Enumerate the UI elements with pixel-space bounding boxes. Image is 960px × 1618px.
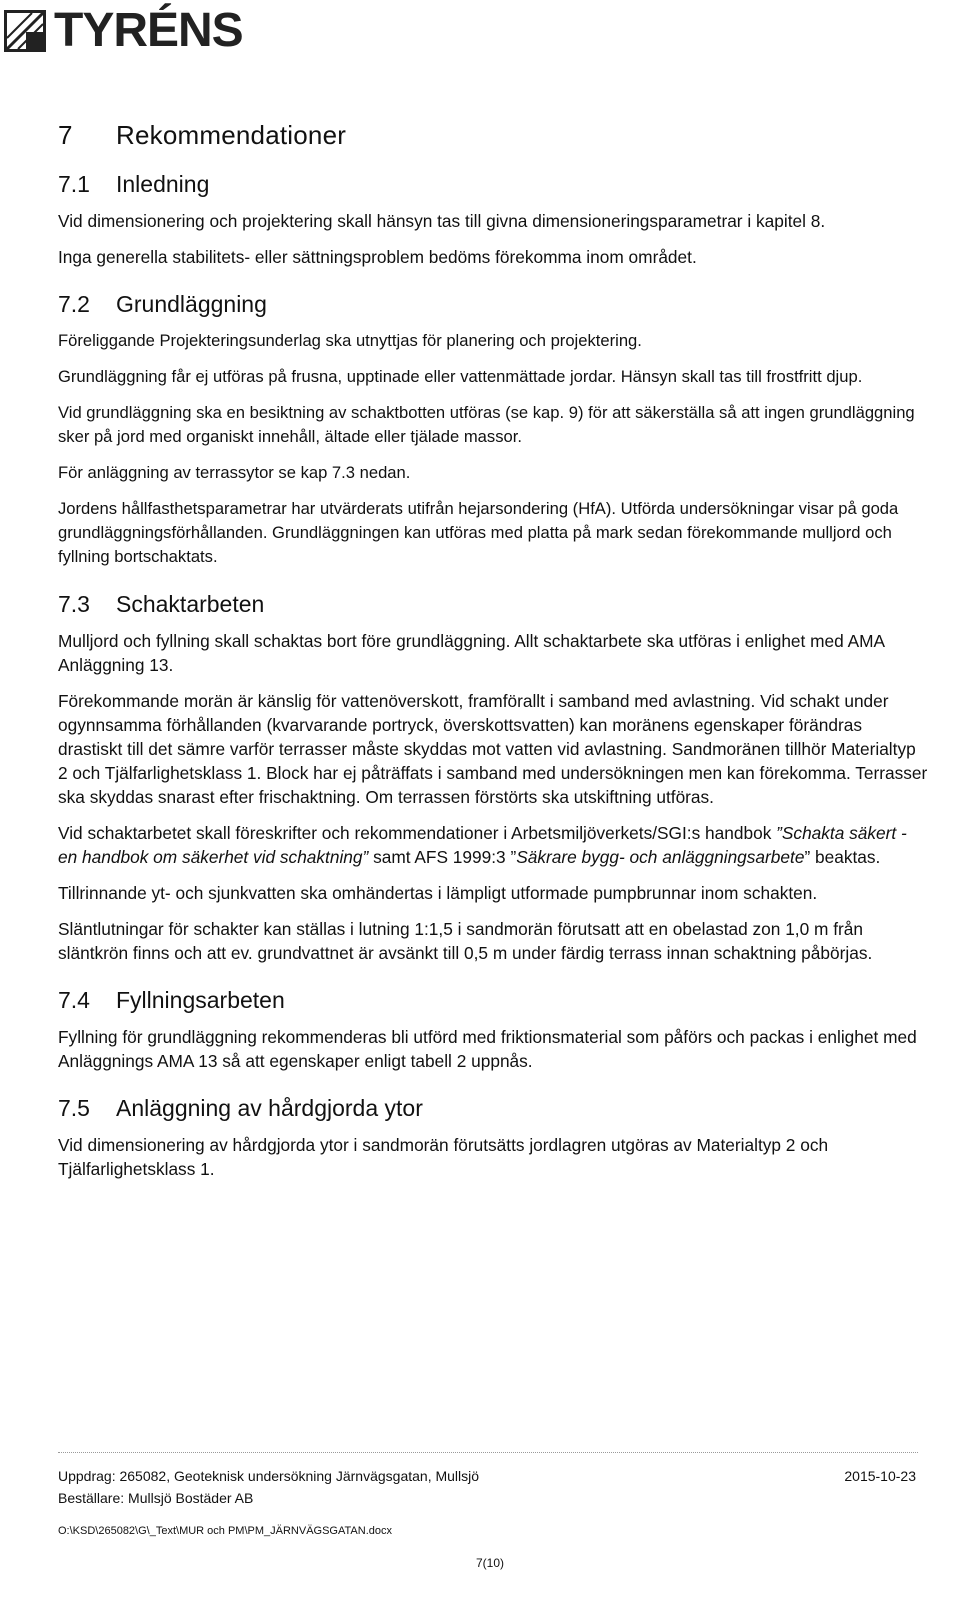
- section-number: 7.2: [58, 291, 90, 317]
- paragraph: För anläggning av terrassytor se kap 7.3 nedan.: [58, 463, 411, 482]
- text-run: samt AFS 1999:3 ”: [368, 847, 517, 867]
- section-heading: [58, 987, 928, 1014]
- header: [0, 4, 243, 57]
- page-number: 7(10): [476, 1556, 505, 1570]
- section-title: Grundläggning: [116, 291, 267, 317]
- section-heading: [58, 291, 928, 318]
- section-number: 7.5: [58, 1095, 90, 1121]
- section-number: 7.4: [58, 987, 90, 1013]
- chapter-title: Rekommendationer: [116, 120, 347, 150]
- footer-row: [58, 1490, 916, 1506]
- paragraph: Inga generella stabilitets- eller sättningsproblem bedöms förekomma inom området.: [58, 247, 697, 267]
- paragraph: Tillrinnande yt- och sjunkvatten ska omhändertas i lämpligt utformade pumpbrunnar inom schakten.: [58, 883, 818, 903]
- text-run: ” beaktas.: [804, 847, 881, 867]
- paragraph: Vid dimensionering och projektering skall hänsyn tas till givna dimensioneringsparametrar i kapitel 8.: [58, 211, 826, 231]
- section-heading: [58, 171, 928, 198]
- paragraph: Grundläggning får ej utföras på frusna, upptinade eller vattenmättade jordar. Hänsyn skall tas till frostfritt djup.: [58, 367, 863, 386]
- paragraph: Föreliggande Projekteringsunderlag ska utnyttjas för planering och projektering.: [58, 331, 642, 350]
- tyrens-logo-icon: [4, 10, 46, 52]
- paragraph: Vid dimensionering av hårdgjorda ytor i sandmorän förutsätts jordlagren utgöras av Materialtyp 2 och Tjälfarlighetsklass 1.: [58, 1135, 829, 1179]
- section-heading: [58, 1095, 928, 1122]
- footer-assignment: Uppdrag: 265082, Geoteknisk undersökning Järnvägsgatan, Mullsjö: [58, 1468, 480, 1484]
- paragraph: Fyllning för grundläggning rekommenderas bli utförd med friktionsmaterial som påförs och packas i enlighet med Anläggnings AMA 13 så att egenskaper enligt tabell 2 uppnås.: [58, 1027, 917, 1071]
- paragraph: [58, 821, 928, 869]
- section-title: Fyllningsarbeten: [116, 987, 285, 1013]
- section-title: Inledning: [116, 171, 210, 197]
- section-title: Schaktarbeten: [116, 591, 265, 617]
- paragraph: Vid grundläggning ska en besiktning av schaktbotten utföras (se kap. 9) för att säkerställa så att ingen grundläggning sker på jord med organiskt innehåll, ältade eller tjälade massor.: [58, 403, 915, 446]
- document-body: [58, 120, 928, 1193]
- footer-file-path: O:\KSD\265082\G\_Text\MUR och PM\PM_JÄRNVÄGSGATAN.docx: [58, 1525, 392, 1537]
- section-number: 7.3: [58, 591, 90, 617]
- section-title: Anläggning av hårdgjorda ytor: [116, 1095, 423, 1121]
- paragraph: Jordens hållfasthetsparametrar har utvärderats utifrån hejarsondering (HfA). Utförda undersökningar visar på goda grundläggningsförhållanden. Grundläggningen kan utföras med platta på mark sedan förekommande mulljord och fyllning bortschaktats.: [58, 499, 899, 566]
- italic-text-run: Säkrare bygg- och anläggningsarbete: [516, 847, 805, 867]
- footer-client: Beställare: Mullsjö Bostäder AB: [58, 1490, 254, 1506]
- footer-divider: [58, 1452, 918, 1453]
- chapter-number: 7: [58, 120, 73, 150]
- paragraph: Förekommande morän är känslig för vattenöverskott, framförallt i samband med avlastning. Vid schakt under ogynnsamma förhållanden (kvarvarande portryck, överskottsvatten) kan moränens egenskaper förändras drastiskt till det sämre varför terrasser måste skyddas mot vatten vid avlastning. Sandmoränen tillhör Materialtyp 2 och Tjälfarlighetsklass 1. Block har ej påträffats i samband med undersökningen men kan förekomma. Terrasser ska skyddas snarast efter frischaktning. Om terrassen förstörts ska utskiftning utföras.: [58, 691, 928, 807]
- footer-row: [58, 1468, 916, 1484]
- paragraph: Släntlutningar för schakter kan ställas i lutning 1:1,5 i sandmorän förutsatt att en obelastad zon 1,0 m från släntkrön finns och att ev. grundvattnet är avsänkt till 0,5 m under färdig terrass innan schaktning påbörjas.: [58, 919, 873, 963]
- footer-date: 2015-10-23: [844, 1468, 916, 1484]
- text-run: Vid schaktarbetet skall föreskrifter och rekommendationer i Arbetsmiljöverkets/SGI:s handbok: [58, 823, 777, 843]
- italic-text-run: ”Schakta säkert - en handbok om säkerhet vid schaktning”: [58, 823, 907, 867]
- paragraph: Mulljord och fyllning skall schaktas bort före grundläggning. Allt schaktarbete ska utföras i enlighet med AMA Anläggning 13.: [58, 631, 885, 675]
- section-number: 7.1: [58, 171, 90, 197]
- chapter-heading: [58, 120, 928, 151]
- section-heading: [58, 591, 928, 618]
- brand-name: TYRÉNS: [54, 4, 243, 57]
